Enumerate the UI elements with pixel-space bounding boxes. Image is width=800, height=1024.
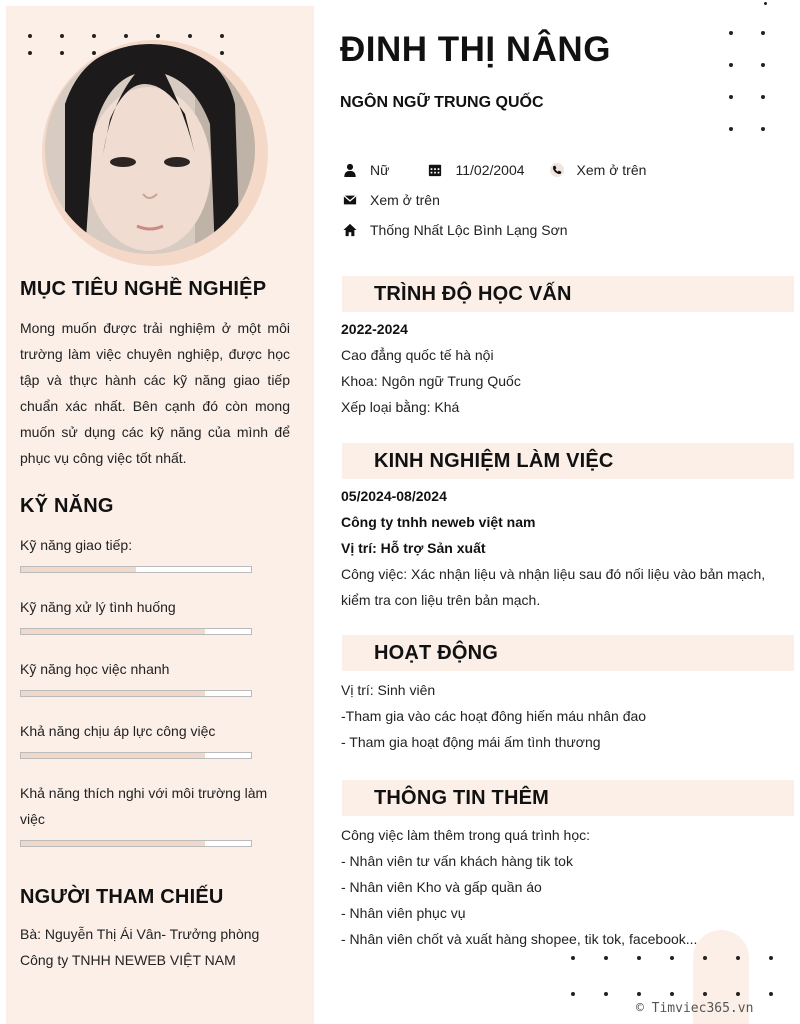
skill-level-fill — [21, 567, 136, 572]
contact-row-3 — [342, 222, 590, 238]
additional-line: Công việc làm thêm trong quá trình học: — [341, 827, 591, 843]
references-text: Bà: Nguyễn Thị Ái Vân- Trưởng phòng Công ty TNHH NEWEB VIỆT NAM — [20, 926, 260, 968]
skill-name: Kỹ năng giao tiếp: — [20, 537, 133, 553]
candidate-name: ĐINH THỊ NÂNG — [340, 30, 611, 69]
activity-line: -Tham gia vào các hoạt đông hiến máu nhân đao — [341, 708, 647, 724]
activity-line: - Tham gia hoạt động mái ấm tình thương — [341, 734, 601, 750]
avatar — [45, 44, 255, 254]
education-period: 2022-2024 — [341, 321, 408, 337]
experience-body — [341, 483, 781, 613]
skill-level-bar — [20, 566, 252, 573]
contact-row-2 — [342, 192, 462, 208]
skill-name: Khả năng thích nghi với môi trường làm việc — [20, 785, 268, 827]
additional-line: - Nhân viên chốt và xuất hàng shopee, tik tok, facebook... — [341, 931, 698, 947]
mail-icon — [342, 192, 358, 208]
dob-item — [427, 162, 524, 178]
watermark: © Timviec365.vn — [636, 1001, 754, 1016]
experience-header — [342, 443, 794, 479]
education-school: Cao đẳng quốc tế hà nội — [341, 347, 494, 363]
references-section — [20, 886, 290, 973]
skill-item — [20, 594, 290, 635]
skill-level-bar — [20, 690, 252, 697]
education-body — [341, 316, 781, 420]
skill-name: Kỹ năng học việc nhanh — [20, 661, 170, 677]
skill-level-bar — [20, 628, 252, 635]
skill-level-bar — [20, 840, 252, 847]
education-grade: Xếp loại bằng: Khá — [341, 399, 460, 415]
skill-name: Kỹ năng xử lý tình huống — [20, 599, 176, 615]
skill-item — [20, 718, 290, 759]
left-column — [6, 6, 314, 1024]
education-header — [342, 276, 794, 312]
experience-description: Công việc: Xác nhận liệu và nhận liệu sau đó nối liệu vào bản mạch, kiểm tra con liệu trên bản mạch. — [341, 566, 766, 608]
additional-line: - Nhân viên Kho và gấp quần áo — [341, 879, 542, 895]
decorative-blob-left — [262, 968, 314, 1024]
skills-section — [20, 495, 290, 868]
avatar-photo — [45, 44, 255, 254]
skill-item — [20, 780, 290, 847]
experience-title: KINH NGHIỆM LÀM VIỆC — [374, 450, 614, 472]
dob-value: 11/02/2004 — [455, 162, 525, 178]
email-value: Xem ở trên — [370, 192, 440, 208]
address-item — [342, 222, 568, 238]
person-icon — [342, 162, 358, 178]
skill-name: Khả năng chịu áp lực công việc — [20, 723, 216, 739]
experience-position: Vị trí: Hỗ trợ Sản xuất — [341, 540, 486, 556]
additional-title: THÔNG TIN THÊM — [374, 787, 550, 809]
email-item — [342, 192, 440, 208]
phone-icon — [549, 162, 565, 178]
additional-line: - Nhân viên phục vụ — [341, 905, 466, 921]
additional-header — [342, 780, 794, 816]
skill-level-fill — [21, 629, 205, 634]
skill-item — [20, 656, 290, 697]
activity-line: Vị trí: Sinh viên — [341, 682, 436, 698]
gender-value: Nữ — [370, 162, 390, 178]
skill-level-fill — [21, 753, 205, 758]
address-value: Thống Nhất Lộc Bình Lạng Sơn — [370, 222, 568, 238]
skill-item — [20, 532, 290, 573]
phone-item — [549, 162, 647, 178]
references-title: NGƯỜI THAM CHIẾU — [20, 886, 224, 908]
decorative-dots-bottom — [571, 956, 773, 996]
additional-line: - Nhân viên tư vấn khách hàng tik tok — [341, 853, 573, 869]
experience-company: Công ty tnhh neweb việt nam — [341, 514, 536, 530]
skill-level-bar — [20, 752, 252, 759]
career-goal-section — [20, 278, 290, 471]
gender-item — [342, 162, 389, 178]
job-title: NGÔN NGỮ TRUNG QUỐC — [340, 94, 544, 111]
skills-list — [20, 532, 290, 847]
phone-value: Xem ở trên — [576, 162, 647, 178]
experience-period: 05/2024-08/2024 — [341, 488, 447, 504]
education-title: TRÌNH ĐỘ HỌC VẤN — [374, 283, 572, 305]
skill-level-fill — [21, 841, 205, 846]
activities-title: HOẠT ĐỘNG — [374, 642, 499, 664]
calendar-icon — [427, 162, 443, 178]
decorative-dot-top — [764, 2, 767, 5]
activities-body — [341, 677, 781, 755]
activities-header — [342, 635, 794, 671]
contact-row-1 — [342, 162, 668, 178]
home-icon — [342, 222, 358, 238]
career-goal-title: MỤC TIÊU NGHỀ NGHIỆP — [20, 278, 267, 300]
skill-level-fill — [21, 691, 205, 696]
education-faculty: Khoa: Ngôn ngữ Trung Quốc — [341, 373, 521, 389]
skills-title: KỸ NĂNG — [20, 495, 114, 517]
career-goal-text: Mong muốn được trải nghiệm ở một môi trường làm việc chuyên nghiệp, được học tập và thực hành các kỹ năng giao tiếp chuẩn xác nhất. Bên cạnh đó còn mong muốn sử dụng các kỹ năng của mình để phục vụ công việc tốt nhất. — [20, 320, 290, 466]
decorative-dots-right — [729, 31, 765, 131]
